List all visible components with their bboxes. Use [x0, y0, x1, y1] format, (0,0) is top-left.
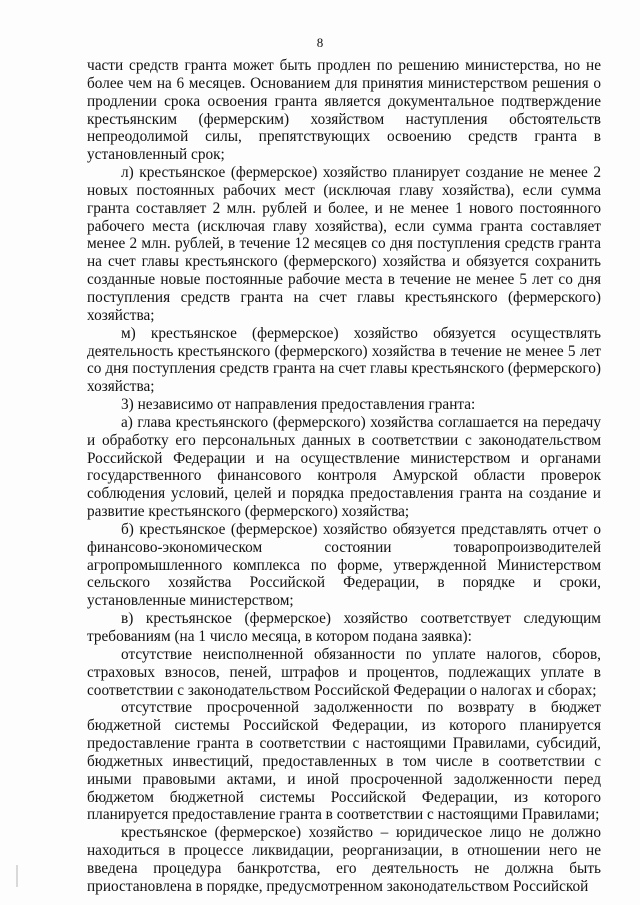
scan-edge-mark [16, 865, 18, 887]
paragraph-section-3: 3) независимо от направления предоставления гранта: [121, 396, 476, 414]
paragraph-no-overdue-debt: отсутствие просроченной задолженности по возврату в бюджет бюджетной системы Российской Федерации, из которого планируется предоставление гранта в соответствии с настоящими Правилами, субсидий, бюджетных инвестиций, предоставленных в том числе в соответствии с иными правовыми актами, и иной просроченной задолженности перед бюджетом бюджетной системы Российской Федерации, из которого планируется предоставление гранта в соответствии с настоящими Правилами; [87, 699, 601, 824]
paragraph-grant-term-extension: части средств гранта может быть продлен по решению министерства, но не более чем на 6 месяцев. Основанием для принятия министерством решения о продлении срока освоения гранта является документальное подтверждение крестьянским (фермерским) хозяйством наступления обстоятельств непреодолимой силы, препятствующих освоению средств гранта в установленный срок; [87, 57, 601, 164]
paragraph-item-b-report: б) крестьянское (фермерское) хозяйство обязуется представлять отчет о финансово-экономическом состоянии товаропроизводителей агропромышленного комплекса по форме, утвержденной Министерством сельского хозяйства Российской Федерации, в порядке и сроки, установленные министерством; [87, 520, 601, 610]
paragraph-item-m-activity: м) крестьянское (фермерское) хозяйство обязуется осуществлять деятельность крестьянского (фермерского) хозяйства в течение не менее 5 лет со дня поступления средств гранта на счет главы крестьянского (фермерского) хозяйства; [87, 324, 601, 396]
page-number: 8 [316, 35, 324, 50]
paragraph-no-tax-debt: отсутствие неисполненной обязанности по уплате налогов, сборов, страховых взносов, пеней, штрафов и процентов, подлежащих уплате в соответствии с законодательством Российской Федерации о налогах и сборах; [87, 645, 601, 699]
document-body [87, 57, 601, 896]
paragraph-item-l-jobs: л) крестьянское (фермерское) хозяйство планирует создание не менее 2 новых постоянных рабочих мест (исключая главу хозяйства), если сумма гранта составляет 2 млн. рублей и более, и не менее 1 нового постоянного рабочего места (исключая главу хозяйства), если сумма гранта составляет менее 2 млн. рублей, в течение 12 месяцев со дня поступления средств гранта на счет главы крестьянского (фермерского) хозяйства и обязуется сохранить созданные новые постоянные рабочие места в течение не менее 5 лет со дня поступления средств гранта на счет главы крестьянского (фермерского) хозяйства; [87, 164, 601, 324]
paragraph-item-a-personal-data: а) глава крестьянского (фермерского) хозяйства соглашается на передачу и обработку его персональных данных в соответствии с законодательством Российской Федерации и на осуществление министерством и органами государственного финансового контроля Амурской области проверок соблюдения условий, целей и порядка предоставления гранта на создание и развитие крестьянского (фермерского) хозяйства; [87, 413, 601, 521]
paragraph-no-liquidation: крестьянское (фермерское) хозяйство – юридическое лицо не должно находиться в процессе ликвидации, реорганизации, в отношении него не введена процедура банкротства, его деятельность не должна быть приостановлена в порядке, предусмотренном законодательством Российской [87, 824, 601, 895]
paragraph-item-v-requirements: в) крестьянское (фермерское) хозяйство соответствует следующим требованиям (на 1 число месяца, в котором подана заявка): [87, 610, 601, 645]
